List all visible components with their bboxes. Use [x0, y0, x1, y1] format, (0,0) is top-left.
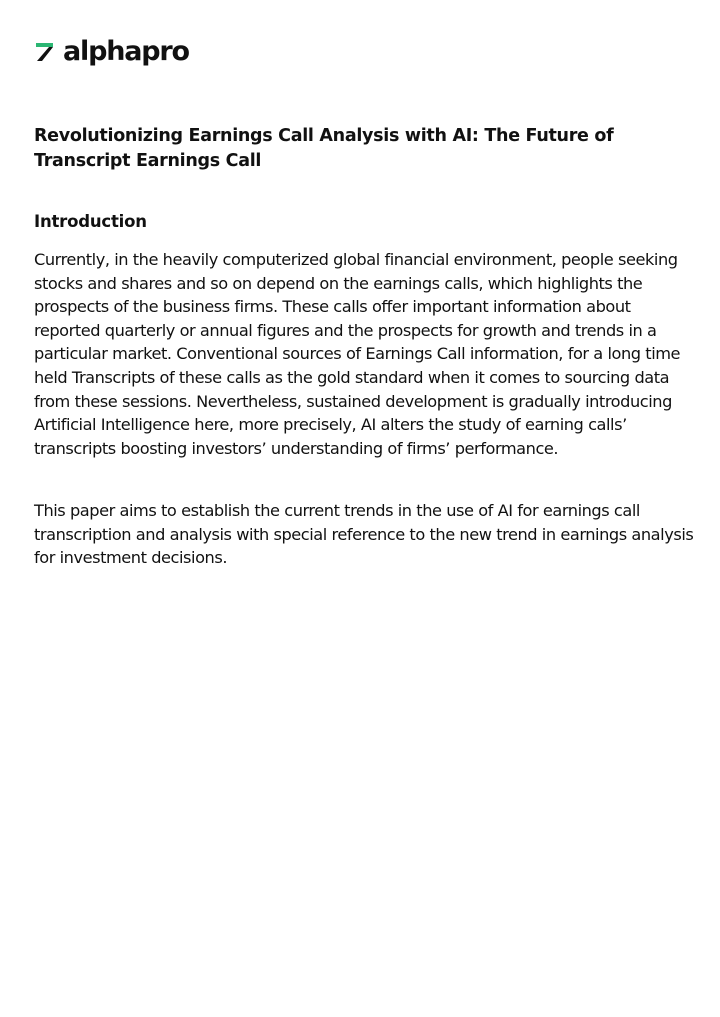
article-title: Revolutionizing Earnings Call Analysis with AI: The Future of Transcript Earnings Call	[34, 126, 614, 171]
body-paragraph: Currently, in the heavily computerized global financial environment, people seeking stocks and shares and so on depend on the earnings calls, which highlights the prospects of the business firms. These calls offer important information about reported quarterly or annual figures and the prospects for growth and trends in a particular market. Conventional sources of Earnings Call information, for a long time held Transcripts of these calls as the gold standard when it comes to sourcing data from these sessions. Nevertheless, sustained development is gradually introducing Artificial Intelligence here, more precisely, AI alters the study of earning calls’ transcripts boosting investors’ understanding of firms’ performance.	[34, 250, 681, 458]
section-heading-introduction: Introduction	[34, 212, 147, 231]
body-paragraph: This paper aims to establish the current trends in the use of AI for earnings call transcription and analysis with special reference to the new trend in earnings analysis for investment decisions.	[34, 501, 694, 568]
brand-logo[interactable]	[35, 36, 189, 68]
brand-name: alphapro	[63, 36, 189, 67]
arrow-up-right-icon	[35, 41, 55, 63]
